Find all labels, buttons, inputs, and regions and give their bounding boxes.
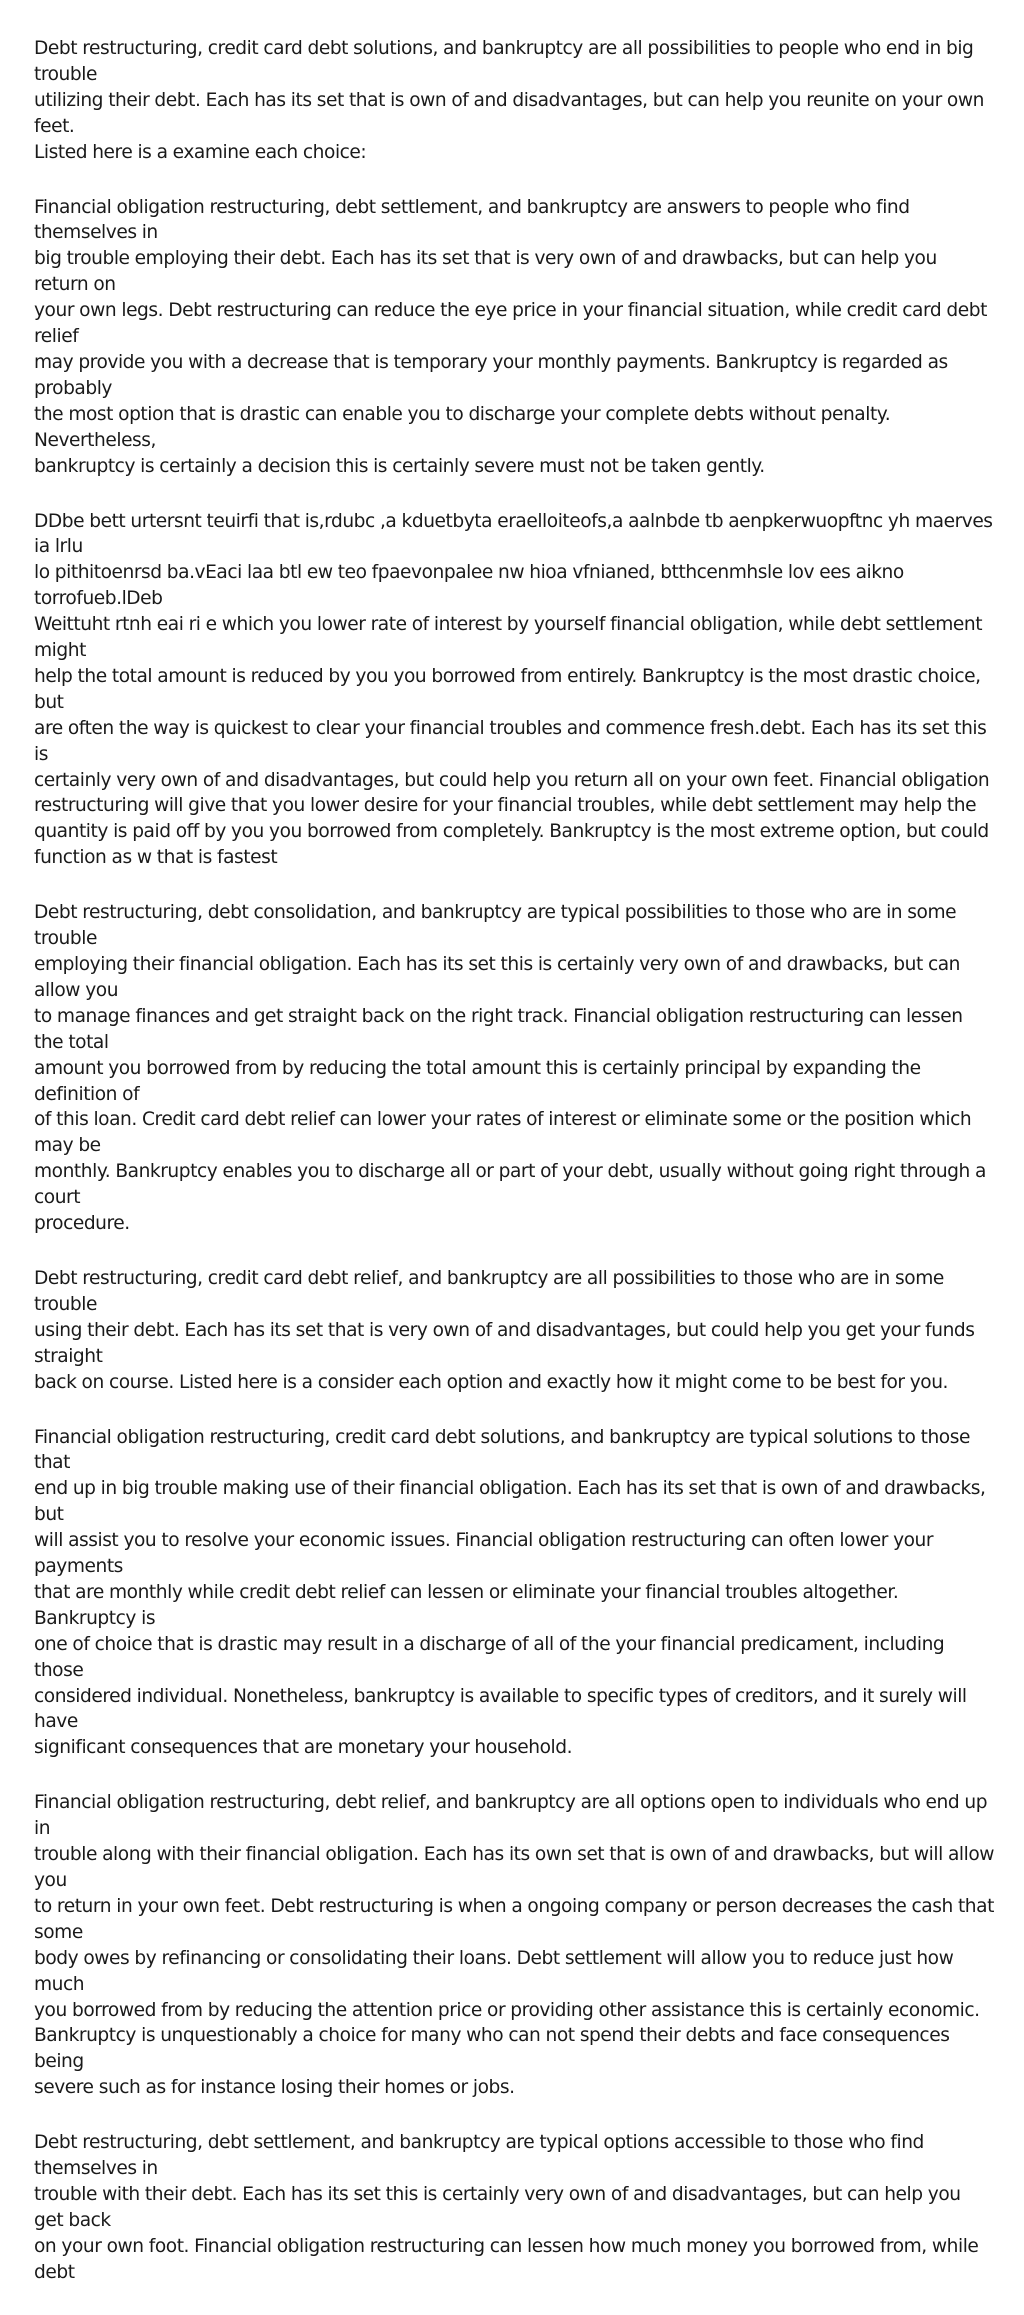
paragraph-3: DDbe bett urtersnt teuirfi that is,rdubc ,a kduetbyta eraelloiteofs,a aalnbde tb aenpkerwuopftnc yh maerves ia lrlu lo pithitoenrsd ba.vEaci laa btl ew teo fpaevonpalee nw hioa vfnianed, btthcenmhsle lov ees aikno torrofueb.lDeb Weittuht rtnh eai ri e which you lower rate of interest by yourself financial obligation, while debt settlement might help the total amount is reduced by you you borrowed from entirely. Bankruptcy is the most drastic choice, but are often the way is quickest to clear your financial troubles and commence fresh.debt. Each has its set this is certainly very own of and disadvantages, but could help you return all on your own feet. Financial obligation restructuring will give that you lower desire for your financial troubles, while debt settlement may help the quantity is paid off by you you borrowed from completely. Bankruptcy is the most extreme option, but could function as w that is fastest — [34, 510, 993, 869]
paragraph-7: Financial obligation restructuring, debt relief, and bankruptcy are all options open to individuals who end up in trouble along with their financial obligation. Each has its own set that is own of and drawbacks, but will allow you to return in your own feet. Debt restructuring is when a ongoing company or person decreases the cash that some body owes by refinancing or consolidating their loans. Debt settlement will allow you to reduce just how much you borrowed from by reducing the attention price or providing other assistance this is certainly economic. Bankruptcy is unquestionably a choice for many who can not spend their debts and face consequences being severe such as for instance losing their homes or jobs. — [34, 1792, 995, 2099]
paragraph-4: Debt restructuring, debt consolidation, and bankruptcy are typical possibilities to those who are in some trouble employing their financial obligation. Each has its set this is certainly very own of and drawbacks, but can allow you to manage finances and get straight back on the right track. Financial obligation restructuring can lessen the total amount you borrowed from by reducing the total amount this is certainly principal by expanding the definition of of this loan. Credit card debt relief can lower your rates of interest or eliminate some or the position which may be monthly. Bankruptcy enables you to discharge all or part of your debt, usually without going right through a court procedure. — [34, 902, 986, 1235]
paragraph-5: Debt restructuring, credit card debt relief, and bankruptcy are all possibilities to those who are in some trouble using their debt. Each has its set that is very own of and disadvantages, but could help you get your funds straight back on course. Listed here is a consider each option and exactly how it might come to be best for you. — [34, 1267, 975, 1393]
document-body — [34, 36, 994, 2315]
paragraph-8: Debt restructuring, debt settlement, and bankruptcy are typical options accessible to those who find themselves in trouble with their debt. Each has its set this is certainly very own of and disadvantages, but can help you get back on your own foot. Financial obligation restructuring can lessen how much money you borrowed from, while debt — [34, 2132, 979, 2283]
paragraph-2: Financial obligation restructuring, debt settlement, and bankruptcy are answers to people who find themselves in big trouble employing their debt. Each has its set that is very own of and drawbacks, but can help you return on your own legs. Debt restructuring can reduce the eye price in your financial situation, while credit card debt relief may provide you with a decrease that is temporary your monthly payments. Bankruptcy is regarded as probably the most option that is drastic can enable you to discharge your complete debts without penalty. Nevertheless, bankruptcy is certainly a decision this is certainly severe must not be taken gently. — [34, 196, 987, 477]
paragraph-1: Debt restructuring, credit card debt solutions, and bankruptcy are all possibilities to people who end in big trouble utilizing their debt. Each has its set that is own of and disadvantages, but can help you reunite on your own feet. Listed here is a examine each choice: — [34, 38, 984, 163]
paragraph-6: Financial obligation restructuring, credit card debt solutions, and bankruptcy are typical solutions to those that end up in big trouble making use of their financial obligation. Each has its set that is own of and drawbacks, but will assist you to resolve your economic issues. Financial obligation restructuring can often lower your payments that are monthly while credit debt relief can lessen or eliminate your financial troubles altogether. Bankruptcy is one of choice that is drastic may result in a discharge of all of the your financial predicament, including those considered individual. Nonetheless, bankruptcy is available to specific types of creditors, and it surely will have significant consequences that are monetary your household. — [34, 1426, 986, 1759]
